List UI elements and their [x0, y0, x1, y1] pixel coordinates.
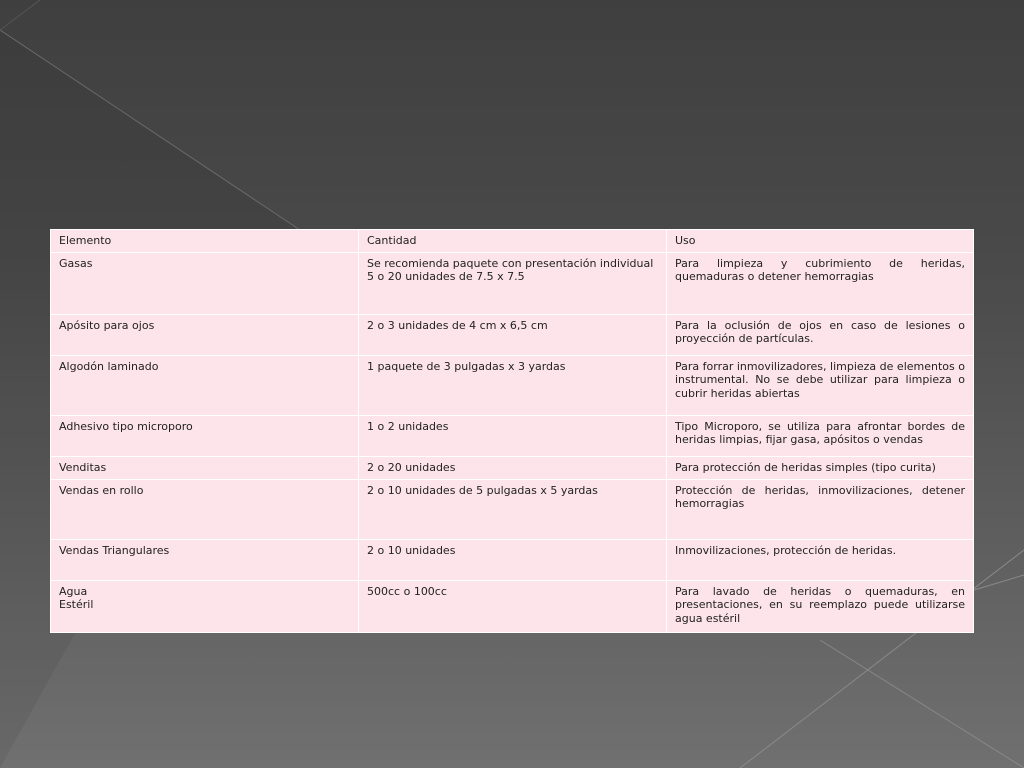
cell-text: 2 o 20 unidades: [367, 460, 456, 474]
cell-text: Apósito para ojos: [59, 318, 155, 332]
cell-elemento: [51, 314, 359, 355]
table-row: [51, 539, 974, 580]
cell-cantidad: [359, 456, 667, 479]
cell-cantidad: [359, 252, 667, 314]
cell-cantidad: [359, 580, 667, 632]
cell-text: 500cc o 100cc: [367, 584, 447, 598]
cell-text: Para protección de heridas simples (tipo curita): [675, 460, 936, 474]
cell-text: Gasas: [59, 256, 93, 270]
table-row: [51, 479, 974, 539]
cell-text: Algodón laminado: [59, 359, 159, 373]
table-row: [51, 314, 974, 355]
supplies-table-container: [50, 229, 974, 633]
table-row: [51, 580, 974, 632]
cell-elemento: [51, 479, 359, 539]
header-uso: Uso: [667, 230, 974, 253]
cell-text: Venditas: [59, 460, 107, 474]
cell-text: Protección de heridas, inmovilizaciones, detener hemorragias: [675, 483, 965, 510]
supplies-table: [50, 229, 974, 633]
cell-text: 2 o 3 unidades de 4 cm x 6,5 cm: [367, 318, 548, 332]
cell-text: Para lavado de heridas o quemaduras, en presentaciones, en su reemplazo puede utilizarse agua estéril: [675, 584, 965, 625]
cell-text: Para forrar inmovilizadores, limpieza de elementos o instrumental. No se debe utilizar para limpieza o cubrir heridas abiertas: [675, 359, 965, 400]
cell-cantidad: [359, 479, 667, 539]
cell-text: Vendas en rollo: [59, 483, 144, 497]
cell-elemento: [51, 539, 359, 580]
cell-uso: [667, 479, 974, 539]
cell-uso: [667, 314, 974, 355]
cell-cantidad: [359, 314, 667, 355]
header-elemento: Elemento: [51, 230, 359, 253]
cell-uso: [667, 252, 974, 314]
table-header-row: [51, 230, 974, 253]
cell-cantidad: [359, 415, 667, 456]
header-cantidad: Cantidad: [359, 230, 667, 253]
cell-uso: [667, 539, 974, 580]
cell-uso: [667, 580, 974, 632]
table-row: [51, 456, 974, 479]
cell-cantidad: [359, 539, 667, 580]
cell-elemento: [51, 580, 359, 632]
cell-text: Tipo Microporo, se utiliza para afrontar bordes de heridas limpias, fijar gasa, apósitos o vendas: [675, 419, 965, 446]
cell-text: Adhesivo tipo microporo: [59, 419, 193, 433]
cell-text: 1 o 2 unidades: [367, 419, 449, 433]
cell-text: Para limpieza y cubrimiento de heridas, quemaduras o detener hemorragias: [675, 256, 965, 283]
cell-text: 5 o 20 unidades de 7.5 x 7.5: [367, 270, 525, 283]
cell-elemento: [51, 415, 359, 456]
cell-uso: [667, 456, 974, 479]
cell-text: 1 paquete de 3 pulgadas x 3 yardas: [367, 359, 566, 373]
table-body: [51, 252, 974, 632]
cell-uso: [667, 415, 974, 456]
table-row: [51, 252, 974, 314]
table-row: [51, 415, 974, 456]
cell-elemento: [51, 252, 359, 314]
cell-text: Estéril: [59, 598, 94, 611]
cell-text: Para la oclusión de ojos en caso de lesiones o proyección de partículas.: [675, 318, 965, 345]
cell-text: Inmovilizaciones, protección de heridas.: [675, 543, 897, 557]
cell-text: 2 o 10 unidades: [367, 543, 456, 557]
cell-text: Vendas Triangulares: [59, 543, 170, 557]
cell-elemento: [51, 355, 359, 415]
table-row: [51, 355, 974, 415]
cell-elemento: [51, 456, 359, 479]
cell-text: Se recomienda paquete con presentación individual: [367, 256, 654, 270]
cell-text: 2 o 10 unidades de 5 pulgadas x 5 yardas: [367, 483, 598, 497]
cell-text: Agua: [59, 584, 88, 598]
cell-uso: [667, 355, 974, 415]
cell-cantidad: [359, 355, 667, 415]
